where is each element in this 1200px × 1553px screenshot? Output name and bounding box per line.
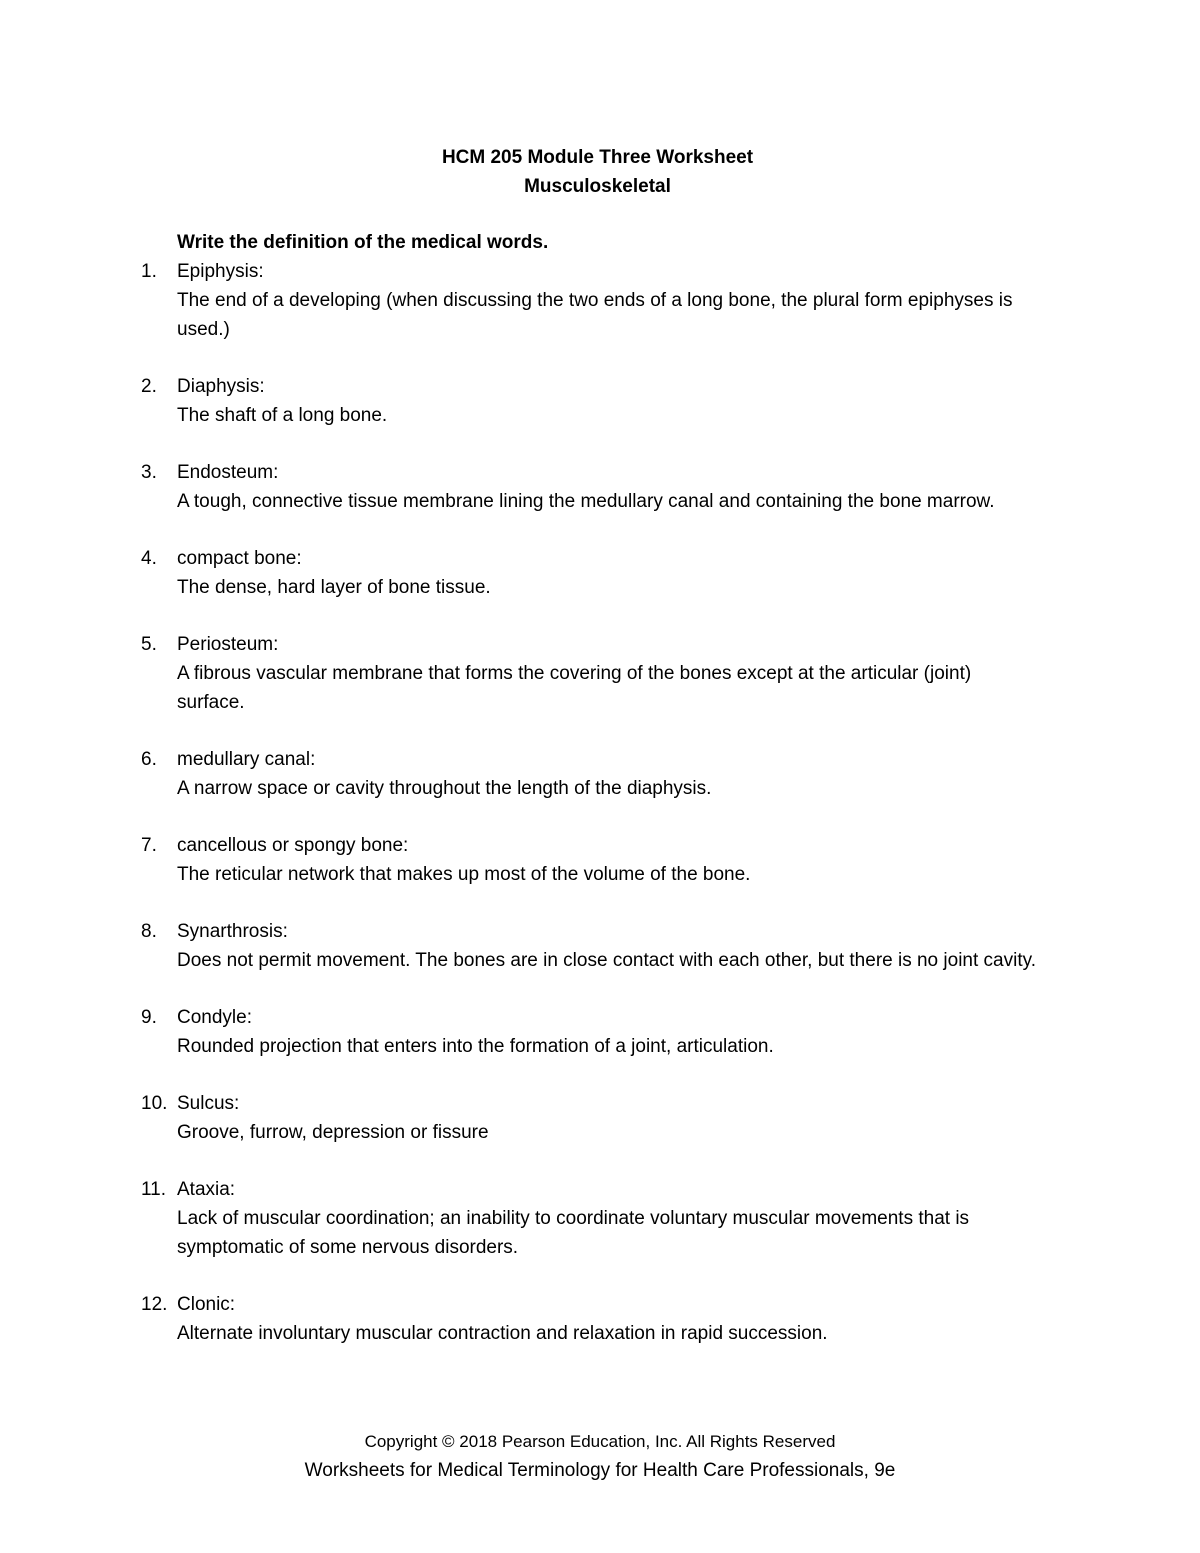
list-item [0, 458, 1037, 516]
item-term: Sulcus: [177, 1093, 240, 1114]
item-definition: A narrow space or cavity throughout the length of the diaphysis. [177, 778, 712, 799]
item-term: Condyle: [177, 1007, 252, 1028]
item-number: 12. [141, 1294, 168, 1315]
copyright-notice: Copyright © 2018 Pearson Education, Inc. All Rights Reserved [364, 1432, 836, 1451]
item-definition: The dense, hard layer of bone tissue. [177, 577, 491, 598]
item-number: 1. [141, 261, 157, 282]
item-term: Periosteum: [177, 634, 279, 655]
item-number: 11. [141, 1179, 167, 1200]
item-number: 10. [141, 1093, 168, 1114]
item-term: Diaphysis: [177, 376, 265, 397]
list-item [0, 544, 1037, 602]
item-definition: Lack of muscular coordination; an inability to coordinate voluntary muscular movements that is symptomatic of some nervous disorders. [177, 1208, 970, 1258]
page-subtitle: Musculoskeletal [524, 176, 671, 197]
page-footer [0, 1428, 1200, 1486]
book-title: Worksheets for Medical Terminology for Health Care Professionals, 9e [304, 1460, 896, 1481]
item-term: Clonic: [177, 1294, 236, 1315]
item-number: 5. [141, 634, 157, 655]
item-definition: The shaft of a long bone. [177, 405, 388, 426]
list-item [0, 372, 1037, 430]
item-number: 9. [141, 1007, 157, 1028]
item-term: medullary canal: [177, 749, 316, 770]
list-item [0, 1089, 1037, 1147]
item-term: Endosteum: [177, 462, 279, 483]
list-item [0, 257, 1037, 344]
list-item [0, 1175, 1037, 1262]
page-title: HCM 205 Module Three Worksheet [441, 147, 754, 168]
item-definition: Alternate involuntary muscular contraction and relaxation in rapid succession. [177, 1323, 828, 1344]
item-number: 6. [141, 749, 157, 770]
worksheet-header [0, 143, 1195, 201]
item-term: cancellous or spongy bone: [177, 835, 409, 856]
item-term: Synarthrosis: [177, 921, 288, 942]
item-definition: Rounded projection that enters into the formation of a joint, articulation. [177, 1036, 774, 1057]
definition-list [0, 257, 1200, 1376]
list-item [0, 745, 1037, 803]
item-number: 8. [141, 921, 157, 942]
list-item [0, 917, 1037, 975]
item-definition: Groove, furrow, depression or fissure [177, 1122, 489, 1143]
item-term: Ataxia: [177, 1179, 236, 1200]
item-definition: Does not permit movement. The bones are in close contact with each other, but there is no joint cavity. [177, 950, 1036, 971]
item-definition: The end of a developing (when discussing the two ends of a long bone, the plural form epiphyses is used.) [177, 290, 1013, 340]
item-definition: A fibrous vascular membrane that forms the covering of the bones except at the articular (joint) surface. [177, 663, 972, 713]
item-term: Epiphysis: [177, 261, 264, 282]
list-item [0, 831, 1037, 889]
item-number: 7. [141, 835, 157, 856]
item-term: compact bone: [177, 548, 302, 569]
list-item [0, 630, 1037, 717]
instruction-text: Write the definition of the medical words. [177, 232, 549, 253]
item-number: 4. [141, 548, 157, 569]
item-number: 2. [141, 376, 157, 397]
item-definition: A tough, connective tissue membrane lining the medullary canal and containing the bone marrow. [177, 491, 995, 512]
list-item [0, 1290, 1037, 1348]
item-number: 3. [141, 462, 157, 483]
item-definition: The reticular network that makes up most of the volume of the bone. [177, 864, 751, 885]
list-item [0, 1003, 1037, 1061]
